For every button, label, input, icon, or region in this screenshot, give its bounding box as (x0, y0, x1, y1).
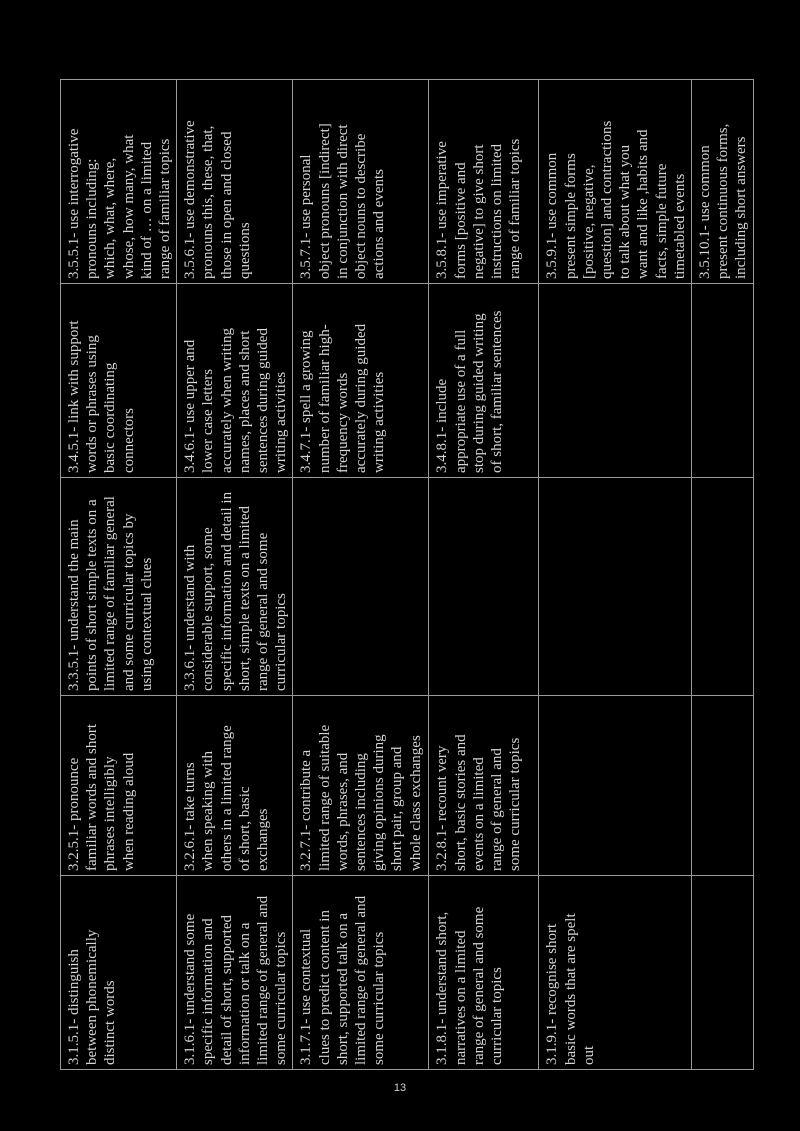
listening-standard-cell: 3.1.8.1- understand short, narratives on a limited range of general and some curricular topics (429, 876, 539, 1070)
speaking-standard-cell (539, 696, 692, 876)
language-awareness-standard-cell: 3.5.6.1- use demonstrative pronouns this, these, that, those in open and closed questions (177, 80, 293, 284)
language-awareness-standard-cell: 3.5.5.1- use interrogative pronouns including: which, what, where, whose, how many, what kind of … on a limited range of familiar topics (61, 80, 177, 284)
writing-standard-cell: 3.4.5.1- link with support words or phrases using basic coordinating connectors (61, 284, 177, 478)
table-row (692, 80, 754, 1070)
table-row (429, 80, 539, 1070)
speaking-standard-cell: 3.2.6.1- take turns when speaking with others in a limited range of short, basic exchanges (177, 696, 293, 876)
table-row (539, 80, 692, 1070)
speaking-standard-cell: 3.2.5.1- pronounce familiar words and short phrases intelligibly when reading aloud (61, 696, 177, 876)
reading-standard-cell: 3.3.5.1- understand the main points of short simple texts on a limited range of familiar general and some curricular topics by using contextual clues (61, 478, 177, 696)
language-awareness-standard-cell: 3.5.7.1- use personal object pronouns [indirect] in conjunction with direct object nouns to describe actions and events (293, 80, 429, 284)
language-awareness-standard-cell: 3.5.9.1- use common present simple forms [positive, negative, question] and contractions to talk about what you want and like ,habits and facts, simple future timetabled events (539, 80, 692, 284)
table-row (177, 80, 293, 1070)
speaking-standard-cell: 3.2.7.1- contribute a limited range of suitable words, phrases, and sentences including giving opinions during short pair, group and whole class exchanges (293, 696, 429, 876)
writing-standard-cell: 3.4.6.1- use upper and lower case letters accurately when writing names, places and short sentences during guided writing activities (177, 284, 293, 478)
speaking-standard-cell (692, 696, 754, 876)
table-row (293, 80, 429, 1070)
reading-standard-cell (293, 478, 429, 696)
reading-standard-cell (692, 478, 754, 696)
language-awareness-standard-cell: 3.5.8.1- use imperative forms [positive and negative] to give short instructions on limited range of familiar topics (429, 80, 539, 284)
listening-standard-cell: 3.1.9.1- recognise short basic words that are spelt out (539, 876, 692, 1070)
writing-standard-cell: 3.4.8.1- include appropriate use of a full stop during guided writing of short, familiar sentences (429, 284, 539, 478)
listening-standard-cell (692, 876, 754, 1070)
rotated-table-wrapper (60, 80, 750, 1070)
writing-standard-cell (692, 284, 754, 478)
writing-standard-cell: 3.4.7.1- spell a growing number of familiar high- frequency words accurately during guided writing activities (293, 284, 429, 478)
listening-standard-cell: 3.1.6.1- understand some specific information and detail of short, supported information or talk on a limited range of general and some curricular topics (177, 876, 293, 1070)
writing-standard-cell (539, 284, 692, 478)
language-awareness-standard-cell: 3.5.10.1- use common present continuous forms, including short answers (692, 80, 754, 284)
reading-standard-cell (539, 478, 692, 696)
reading-standard-cell: 3.3.6.1- understand with considerable support, some specific information and detail in short, simple texts on a limited range of general and some curricular topics (177, 478, 293, 696)
reading-standard-cell (429, 478, 539, 696)
speaking-standard-cell: 3.2.8.1- recount very short, basic stories and events on a limited range of general and some curricular topics (429, 696, 539, 876)
listening-standard-cell: 3.1.5.1- distinguish between phonemically distinct words (61, 876, 177, 1070)
page-number: 13 (393, 1082, 407, 1094)
listening-standard-cell: 3.1.7.1- use contextual clues to predict content in short, supported talk on a limited range of general and some curricular topics (293, 876, 429, 1070)
curriculum-standards-table (60, 79, 754, 1070)
table-row (61, 80, 177, 1070)
